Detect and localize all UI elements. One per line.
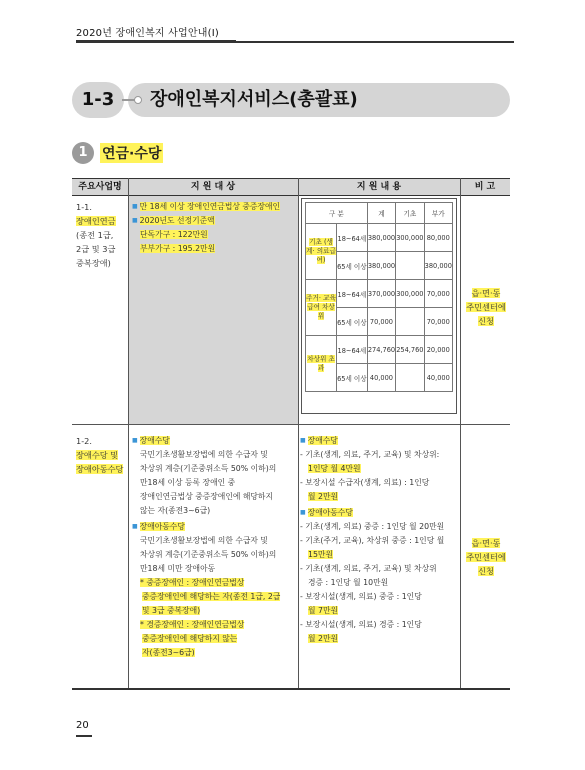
target-line: 차상위 계층(기준중위소득 50% 이하)의 (140, 550, 277, 559)
target-subtitle: 장애수당 (139, 436, 170, 445)
inner-cell: 65세 이상 (337, 252, 368, 280)
program-title: 장애수당 및 (76, 450, 119, 460)
program-number: 1-1. (76, 202, 92, 212)
group-label-text: 차상위 초과 (307, 354, 335, 372)
target-line: * 경증장애인 : 장애인연금법상 (140, 620, 245, 629)
inner-cell: 300,000 (396, 224, 424, 252)
content-line: - 기초(생계, 의료, 주거, 교육) 및 차상위 (300, 564, 437, 573)
col-header-program: 주요사업명 (78, 182, 122, 192)
col-header-target: 지 원 대 상 (190, 182, 236, 192)
target-line: 2020년도 선정기준액 (139, 216, 215, 225)
content-line: - 기초(생계, 의료) 중증 : 1인당 월 20만원 (300, 522, 445, 531)
note-line: 주민센터에 (466, 302, 506, 312)
inner-cell (396, 364, 424, 392)
content-line: - 보장시설(생계, 의료) 경증 : 1인당 (300, 620, 422, 629)
inner-cell: 20,000 (424, 336, 452, 364)
content-line: 월 7만원 (308, 606, 339, 615)
group-label-text: 주거· 교육급여 차상위 (306, 294, 336, 320)
program-title: 장애인연금 (76, 216, 116, 226)
content-line: 월 2만원 (308, 492, 339, 501)
inner-cell: 70,000 (424, 280, 452, 308)
inner-cell (396, 252, 424, 280)
inner-cell: 18~64세 (337, 280, 368, 308)
inner-cell (396, 308, 424, 336)
subsection-title: 연금·수당 (100, 143, 163, 163)
target-subtitle: 장애아동수당 (139, 522, 185, 531)
content-subtitle: 장애아동수당 (307, 508, 353, 517)
target-line: 장애인연금법상 중증장애인에 해당하지 (140, 492, 273, 501)
inner-cell: 18~64세 (337, 336, 368, 364)
col-divider (460, 178, 461, 688)
running-header: 2020년 장애인복지 사업안내(Ⅰ) (76, 28, 219, 39)
inner-cell: 300,000 (396, 280, 424, 308)
note-line: 신청 (478, 316, 494, 326)
target-line: 및 3급 중복장애) (142, 606, 201, 615)
inner-cell: 65세 이상 (337, 308, 368, 336)
inner-cell: 40,000 (424, 364, 452, 392)
content-line: 월 2만원 (308, 634, 339, 643)
program-title: 장애아동수당 (76, 464, 124, 474)
col-divider (298, 178, 299, 688)
note-pension (462, 286, 510, 328)
note-line: 읍·면·동 (471, 288, 501, 298)
col-header-content: 지 원 내 용 (356, 182, 402, 192)
group-label-text: 기초 (생계· 의료급여) (306, 238, 336, 264)
group-label (306, 280, 337, 336)
inner-cell: 65세 이상 (337, 364, 368, 392)
inner-cell: 370,000 (367, 280, 395, 308)
inner-cell: 380,000 (367, 224, 395, 252)
section-banner (72, 82, 510, 118)
inner-cell: 254,760 (396, 336, 424, 364)
program-desc-line: (종전 1급, (76, 230, 114, 240)
program-number: 1-2. (76, 436, 92, 446)
inner-header: 기초 (396, 203, 424, 224)
program-name-pension (76, 200, 128, 270)
col-header-note: 비 고 (474, 182, 496, 192)
inner-cell: 40,000 (367, 364, 395, 392)
subsection-heading (72, 142, 163, 166)
bullet-icon: ■ (132, 523, 138, 530)
row-divider (72, 424, 510, 425)
bullet-icon: ■ (300, 437, 306, 444)
subsection-number: 1 (72, 142, 94, 164)
target-line: 만 18세 이상 장애인연금법상 중증장애인 (139, 202, 281, 211)
program-name-allowance (76, 434, 128, 476)
target-line: 부부가구 : 195.2만원 (140, 244, 216, 253)
content-subtitle: 장애수당 (307, 436, 338, 445)
target-line: 단독가구 : 122만원 (140, 230, 208, 239)
content-allowance (300, 434, 458, 646)
note-allowance (462, 536, 510, 578)
bullet-icon: ■ (132, 437, 138, 444)
inner-cell: 80,000 (424, 224, 452, 252)
program-desc-line: 2급 및 3급 (76, 244, 116, 254)
inner-cell: 274,760 (367, 336, 395, 364)
page-number: 20 (76, 720, 89, 731)
target-line: 않는 자(종전3~6급) (140, 506, 211, 515)
content-line: 15만원 (308, 550, 333, 559)
inner-header: 부가 (424, 203, 452, 224)
inner-cell: 70,000 (367, 308, 395, 336)
inner-header: 구 분 (306, 203, 368, 224)
table-header-row (72, 178, 510, 196)
header-rule-thin (236, 41, 514, 43)
header-rule-thick (76, 40, 236, 43)
inner-header: 계 (367, 203, 395, 224)
note-line: 신청 (478, 566, 494, 576)
target-line: 중증장애인에 해당하는 자(종전 1급, 2급 (142, 592, 281, 601)
page-number-rule (76, 735, 92, 737)
inner-cell: 70,000 (424, 308, 452, 336)
target-allowance (132, 434, 298, 660)
program-desc-line: 중복장애) (76, 258, 111, 268)
inner-cell: 380,000 (424, 252, 452, 280)
target-line: 만18세 미만 장애아동 (140, 564, 216, 573)
target-line: * 중증장애인 : 장애인연금법상 (140, 578, 245, 587)
bullet-icon: ■ (132, 203, 138, 210)
table-bottom-rule (72, 688, 510, 690)
note-line: 주민센터에 (466, 552, 506, 562)
section-number: 1-3 (72, 82, 124, 118)
target-line: 만18세 이상 등록 장애인 중 (140, 478, 236, 487)
banner-dot-icon (134, 96, 142, 104)
content-line: - 기초(주거, 교육), 차상위 중증 : 1인당 월 (300, 536, 445, 545)
section-title: 장애인복지서비스(총괄표) (150, 89, 358, 110)
content-line: - 보장시설(생계, 의료) 중증 : 1인당 (300, 592, 422, 601)
target-pension (132, 200, 298, 256)
target-line: 국민기초생활보장법에 의한 수급자 및 (140, 536, 268, 545)
content-line: 1인당 월 4만원 (308, 464, 361, 473)
bullet-icon: ■ (300, 509, 306, 516)
content-line: 경증 : 1인당 월 10만원 (308, 578, 389, 587)
content-line: - 보장시설 수급자(생계, 의료) : 1인당 (300, 478, 430, 487)
group-label (306, 224, 337, 280)
content-line: - 기초(생계, 의료, 주거, 교육) 및 차상위: (300, 450, 440, 459)
target-line: 차상위 계층(기준중위소득 50% 이하)의 (140, 464, 277, 473)
target-line: 국민기초생활보장법에 의한 수급자 및 (140, 450, 268, 459)
target-line: 중증장애인에 해당하지 않는 (142, 634, 238, 643)
target-line: 자(종전3~6급) (142, 648, 195, 657)
inner-cell: 18~64세 (337, 224, 368, 252)
pension-amount-table (301, 198, 457, 414)
note-line: 읍·면·동 (471, 538, 501, 548)
inner-cell: 380,000 (367, 252, 395, 280)
group-label (306, 336, 337, 392)
bullet-icon: ■ (132, 217, 138, 224)
